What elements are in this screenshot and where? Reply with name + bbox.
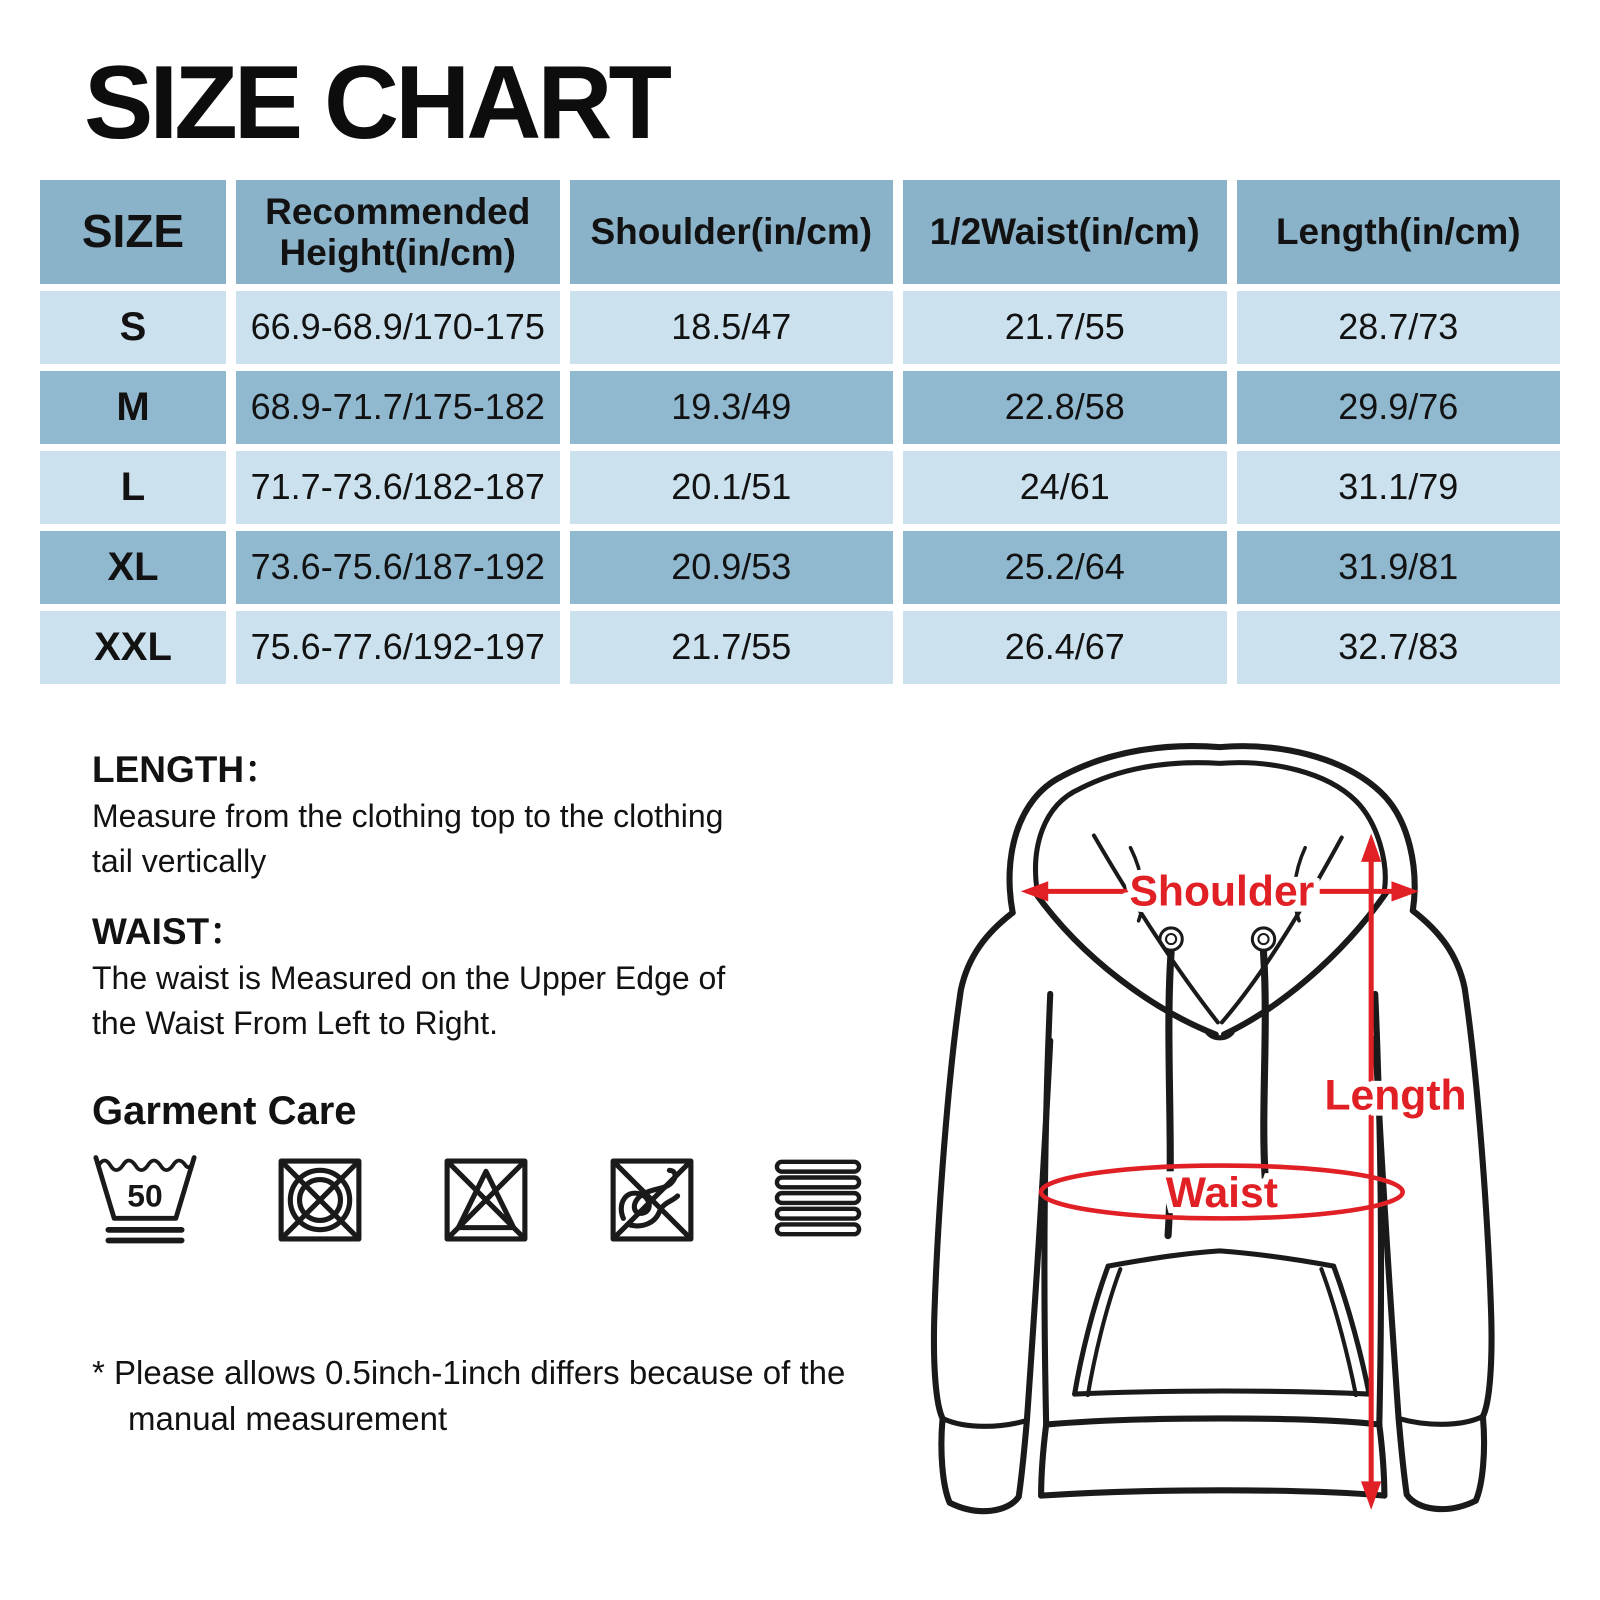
svg-text:50: 50 xyxy=(127,1177,163,1214)
length-heading: LENGTH： xyxy=(92,749,282,790)
garment-care-heading: Garment Care xyxy=(92,1089,357,1133)
cell-L-size: L xyxy=(40,451,226,524)
garment-care-icons xyxy=(92,1152,892,1256)
waist-label: Waist xyxy=(1165,1169,1278,1218)
measure-instructions xyxy=(92,748,892,1475)
dry-flat-icon xyxy=(774,1152,862,1240)
cell-XXL-waist: 26.4/67 xyxy=(903,611,1227,684)
column-header-shoulder: Shoulder(in/cm) xyxy=(570,180,894,284)
column-header-length: Length(in/cm) xyxy=(1237,180,1561,284)
cell-S-size: S xyxy=(40,291,226,364)
measurement-note: * Please allows 0.5inch-1inch differs because of the manual measurement xyxy=(92,1354,846,1437)
cell-XXL-size: XXL xyxy=(40,611,226,684)
column-header-height: Recommended Height(in/cm) xyxy=(236,180,560,284)
cell-XL-height: 73.6-75.6/187-192 xyxy=(236,531,560,604)
cell-L-shoulder: 20.1/51 xyxy=(570,451,894,524)
column-header-waist: 1/2Waist(in/cm) xyxy=(903,180,1227,284)
waist-text: The waist is Measured on the Upper Edge of the Waist From Left to Right. xyxy=(92,960,726,1041)
page-title: SIZE CHART xyxy=(84,45,668,161)
cell-S-length: 28.7/73 xyxy=(1237,291,1561,364)
cell-S-height: 66.9-68.9/170-175 xyxy=(236,291,560,364)
cell-XXL-height: 75.6-77.6/192-197 xyxy=(236,611,560,684)
length-text: Measure from the clothing top to the clothing tail vertically xyxy=(92,798,724,879)
cell-M-shoulder: 19.3/49 xyxy=(570,371,894,444)
length-label: Length xyxy=(1324,1071,1467,1120)
shoulder-label: Shoulder xyxy=(1129,867,1315,916)
hoodie-line-art xyxy=(915,738,1545,1520)
cell-XXL-length: 32.7/83 xyxy=(1237,611,1561,684)
waist-heading: WAIST： xyxy=(92,911,247,952)
cell-L-height: 71.7-73.6/182-187 xyxy=(236,451,560,524)
size-table xyxy=(40,180,1560,684)
cell-S-shoulder: 18.5/47 xyxy=(570,291,894,364)
cell-M-height: 68.9-71.7/175-182 xyxy=(236,371,560,444)
cell-XXL-shoulder: 21.7/55 xyxy=(570,611,894,684)
cell-XL-waist: 25.2/64 xyxy=(903,531,1227,604)
do-not-tumble-dry-icon xyxy=(276,1152,364,1244)
length-instruction xyxy=(92,748,892,884)
cell-XL-shoulder: 20.9/53 xyxy=(570,531,894,604)
cell-L-waist: 24/61 xyxy=(903,451,1227,524)
cell-L-length: 31.1/79 xyxy=(1237,451,1561,524)
wash-50-icon xyxy=(92,1152,198,1248)
cell-M-waist: 22.8/58 xyxy=(903,371,1227,444)
cell-M-size: M xyxy=(40,371,226,444)
cell-S-waist: 21.7/55 xyxy=(903,291,1227,364)
column-header-size: SIZE xyxy=(40,180,226,284)
waist-instruction xyxy=(92,910,892,1046)
cell-M-length: 29.9/76 xyxy=(1237,371,1561,444)
cell-XL-size: XL xyxy=(40,531,226,604)
cell-XL-length: 31.9/81 xyxy=(1237,531,1561,604)
do-not-wring-icon xyxy=(608,1152,696,1244)
hoodie-diagram xyxy=(915,738,1545,1520)
do-not-bleach-icon xyxy=(442,1152,530,1244)
